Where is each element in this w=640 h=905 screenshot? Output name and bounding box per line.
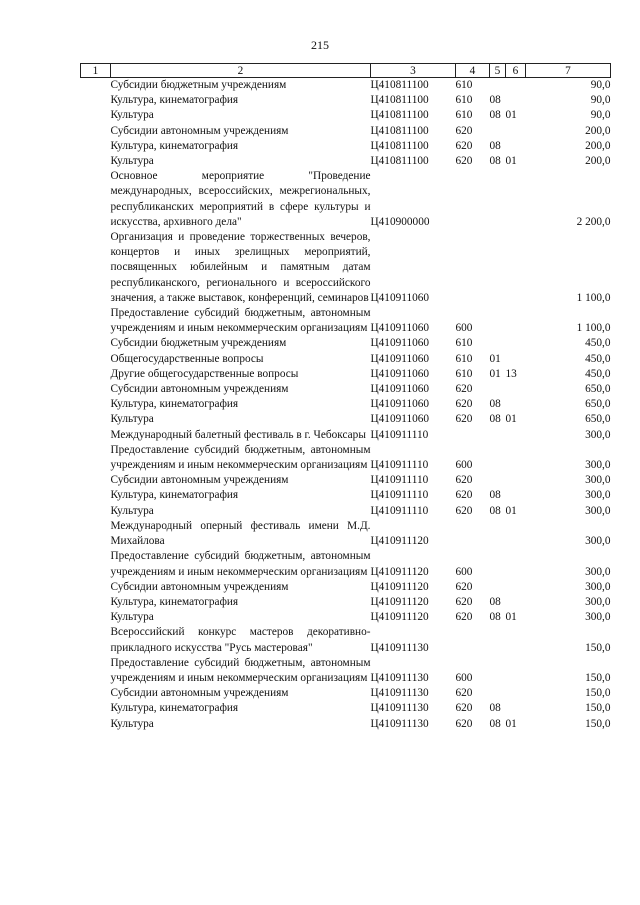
budget-table <box>80 63 611 732</box>
item-name: Культура <box>110 504 154 517</box>
table-body <box>81 78 611 732</box>
table-row <box>81 230 611 306</box>
table-row <box>81 78 611 94</box>
amount: 150,0 <box>585 671 611 684</box>
section-code <box>490 549 506 579</box>
item-name: Предоставление субсидий бюджетным, автономным учреждениям и иным некоммерческим организациям <box>110 443 371 472</box>
target-code: Ц410911130 <box>370 641 429 654</box>
item-name: Общегосударственные вопросы <box>110 352 264 365</box>
expense-type: 610 <box>455 337 473 350</box>
target-code: Ц410911110 <box>370 459 429 472</box>
section-code: 08 <box>489 504 501 517</box>
row-number-cell <box>81 625 111 655</box>
item-name: Предоставление субсидий бюджетным, автономным учреждениям и иным некоммерческим организациям <box>110 656 371 684</box>
amount: 90,0 <box>590 79 611 91</box>
row-number-cell <box>81 367 111 382</box>
amount: 200,0 <box>585 155 611 168</box>
section-code <box>490 625 506 655</box>
subsection-code: 01 <box>505 109 517 122</box>
section-code: 01 <box>489 367 501 380</box>
item-name: Культура, кинематография <box>110 702 239 715</box>
amount: 150,0 <box>585 717 611 730</box>
table-row <box>81 443 611 473</box>
table-row <box>81 352 611 367</box>
section-code <box>490 78 506 94</box>
row-number-cell <box>81 230 111 306</box>
subsection-code: 13 <box>505 367 517 380</box>
amount: 300,0 <box>585 474 611 487</box>
amount: 650,0 <box>585 383 611 396</box>
item-name: Культура <box>110 611 154 624</box>
subsection-code <box>506 519 526 549</box>
item-name: Субсидии автономным учреждениям <box>110 474 289 487</box>
subsection-code <box>506 139 526 154</box>
table-row <box>81 595 611 610</box>
amount: 300,0 <box>585 580 611 593</box>
row-number-cell <box>81 336 111 351</box>
item-name: Другие общегосударственные вопросы <box>110 367 299 380</box>
item-name: Культура <box>110 155 154 168</box>
section-code <box>490 443 506 473</box>
row-number-cell <box>81 124 111 139</box>
amount: 2 200,0 <box>576 215 611 228</box>
table-row <box>81 625 611 655</box>
section-code: 08 <box>489 94 501 107</box>
amount: 90,0 <box>590 94 611 107</box>
table-row <box>81 412 611 427</box>
amount: 300,0 <box>585 535 611 548</box>
page-number: 215 <box>311 38 329 52</box>
table-row <box>81 108 611 123</box>
target-code: Ц410911060 <box>370 367 430 380</box>
target-code: Ц410911060 <box>370 291 430 304</box>
target-code: Ц410811100 <box>370 155 429 168</box>
subsection-code <box>506 428 526 443</box>
item-name: Международный оперный фестиваль имени М.Д. Михайлова <box>110 519 371 548</box>
subsection-code <box>506 580 526 595</box>
row-number-cell <box>81 610 111 625</box>
item-name: Культура, кинематография <box>110 139 239 152</box>
row-number-cell <box>81 717 111 732</box>
section-code <box>490 336 506 351</box>
expense-type: 620 <box>455 580 473 593</box>
section-code <box>490 580 506 595</box>
item-name: Культура <box>110 717 154 730</box>
target-code: Ц410911110 <box>370 428 429 441</box>
row-number-cell <box>81 382 111 397</box>
subsection-code <box>506 382 526 397</box>
item-name: Предоставление субсидий бюджетным, автономным учреждениям и иным некоммерческим организациям <box>110 307 371 335</box>
subsection-code <box>506 473 526 488</box>
item-name: Субсидии бюджетным учреждениям <box>110 337 287 350</box>
table-row <box>81 336 611 351</box>
subsection-code: 01 <box>505 155 517 168</box>
section-code: 01 <box>489 352 501 365</box>
expense-type: 600 <box>455 459 473 472</box>
subsection-code <box>506 306 526 336</box>
target-code: Ц410911120 <box>370 611 429 624</box>
subsection-code <box>506 124 526 139</box>
target-code: Ц410811100 <box>370 139 429 152</box>
amount: 300,0 <box>585 504 611 517</box>
amount: 300,0 <box>585 565 611 578</box>
item-name: Субсидии автономным учреждениям <box>110 383 289 396</box>
subsection-code <box>506 78 526 94</box>
expense-type: 610 <box>455 109 473 122</box>
table-row <box>81 154 611 169</box>
target-code: Ц410911130 <box>370 702 429 715</box>
target-code: Ц410811100 <box>370 124 429 137</box>
expense-type: 600 <box>455 565 473 578</box>
expense-type: 620 <box>455 687 473 700</box>
amount: 150,0 <box>585 687 611 700</box>
expense-type: 620 <box>455 398 473 411</box>
target-code: Ц410911060 <box>370 383 430 396</box>
item-name: Культура <box>110 109 154 122</box>
target-code: Ц410911120 <box>370 535 429 548</box>
column-header: 3 <box>371 64 456 78</box>
expense-type: 620 <box>455 717 473 730</box>
amount: 300,0 <box>585 459 611 472</box>
subsection-code <box>506 169 526 230</box>
section-code <box>490 686 506 701</box>
expense-type <box>456 428 490 443</box>
expense-type: 610 <box>455 79 473 91</box>
row-number-cell <box>81 580 111 595</box>
item-name: Всероссийский конкурс мастеров декоративно-прикладного искусства "Русь мастеровая" <box>110 626 371 654</box>
column-header: 7 <box>526 64 611 78</box>
target-code: Ц410911110 <box>370 489 429 502</box>
row-number-cell <box>81 139 111 154</box>
subsection-code <box>506 701 526 716</box>
row-number-cell <box>81 443 111 473</box>
amount: 90,0 <box>590 109 611 122</box>
row-number-cell <box>81 154 111 169</box>
column-header: 6 <box>506 64 526 78</box>
section-code: 08 <box>489 139 501 152</box>
subsection-code <box>506 488 526 503</box>
table-row <box>81 488 611 503</box>
section-code <box>490 473 506 488</box>
expense-type: 620 <box>455 413 473 426</box>
section-code <box>490 124 506 139</box>
subsection-code <box>506 230 526 306</box>
amount: 300,0 <box>585 595 611 608</box>
row-number-cell <box>81 352 111 367</box>
row-number-cell <box>81 428 111 443</box>
expense-type: 610 <box>455 94 473 107</box>
amount: 450,0 <box>585 352 611 365</box>
subsection-code: 01 <box>505 413 517 426</box>
section-code: 08 <box>489 413 501 426</box>
expense-type: 620 <box>455 124 473 137</box>
expense-type: 620 <box>455 702 473 715</box>
row-number-cell <box>81 504 111 519</box>
expense-type: 620 <box>455 383 473 396</box>
expense-type <box>456 625 490 655</box>
target-code: Ц410911060 <box>370 337 430 350</box>
amount: 300,0 <box>585 489 611 502</box>
expense-type: 620 <box>455 155 473 168</box>
section-code <box>490 169 506 230</box>
subsection-code: 01 <box>505 611 517 624</box>
amount: 300,0 <box>585 428 611 441</box>
row-number-cell <box>81 306 111 336</box>
section-code: 08 <box>489 717 501 730</box>
expense-type: 620 <box>455 474 473 487</box>
row-number-cell <box>81 78 111 94</box>
row-number-cell <box>81 169 111 230</box>
subsection-code <box>506 443 526 473</box>
amount: 200,0 <box>585 124 611 137</box>
target-code: Ц410911130 <box>370 717 429 730</box>
target-code: Ц410911120 <box>370 565 429 578</box>
item-name: Культура, кинематография <box>110 94 239 107</box>
section-code: 08 <box>489 702 501 715</box>
table-row <box>81 610 611 625</box>
target-code: Ц410911120 <box>370 580 429 593</box>
amount: 1 100,0 <box>576 322 611 335</box>
item-name: Международный балетный фестиваль в г. Чебоксары <box>110 428 366 441</box>
subsection-code: 01 <box>505 717 517 730</box>
target-code: Ц410900000 <box>370 215 430 228</box>
target-code: Ц410911130 <box>370 687 429 700</box>
expense-type: 620 <box>455 504 473 517</box>
expense-type: 600 <box>455 671 473 684</box>
item-name: Культура <box>110 413 154 426</box>
expense-type: 600 <box>455 322 473 335</box>
subsection-code <box>506 336 526 351</box>
table-row <box>81 139 611 154</box>
expense-type: 610 <box>455 367 473 380</box>
column-header: 2 <box>111 64 371 78</box>
table-row <box>81 717 611 732</box>
expense-type <box>456 169 490 230</box>
table-row <box>81 169 611 230</box>
subsection-code <box>506 397 526 412</box>
table-row <box>81 473 611 488</box>
column-header: 5 <box>490 64 506 78</box>
section-code <box>490 382 506 397</box>
amount: 450,0 <box>585 337 611 350</box>
item-name: Субсидии автономным учреждениям <box>110 124 289 137</box>
section-code <box>490 230 506 306</box>
row-number-cell <box>81 108 111 123</box>
expense-type: 610 <box>455 352 473 365</box>
row-number-cell <box>81 519 111 549</box>
section-code: 08 <box>489 595 501 608</box>
section-code: 08 <box>489 489 501 502</box>
item-name: Предоставление субсидий бюджетным, автономным учреждениям и иным некоммерческим организациям <box>110 550 371 578</box>
amount: 450,0 <box>585 367 611 380</box>
row-number-cell <box>81 412 111 427</box>
subsection-code <box>506 686 526 701</box>
row-number-cell <box>81 488 111 503</box>
table-row <box>81 306 611 336</box>
subsection-code <box>506 93 526 108</box>
table-row <box>81 549 611 579</box>
amount: 200,0 <box>585 139 611 152</box>
table-row <box>81 701 611 716</box>
row-number-cell <box>81 93 111 108</box>
table-row <box>81 656 611 686</box>
target-code: Ц410811100 <box>370 109 429 122</box>
item-name: Культура, кинематография <box>110 595 239 608</box>
target-code: Ц410911060 <box>370 352 430 365</box>
row-number-cell <box>81 397 111 412</box>
expense-type: 620 <box>455 595 473 608</box>
section-code <box>490 428 506 443</box>
item-name: Основное мероприятие "Проведение международных, всероссийских, межрегиональных, республиканских мероприятий в сфере культуры и искусства, архивного дела" <box>110 170 371 228</box>
table-row <box>81 686 611 701</box>
column-header: 1 <box>81 64 111 78</box>
amount: 1 100,0 <box>576 291 611 304</box>
table-row <box>81 397 611 412</box>
column-number-row <box>81 64 611 78</box>
subsection-code <box>506 549 526 579</box>
target-code: Ц410811100 <box>370 79 429 91</box>
table-row <box>81 428 611 443</box>
target-code: Ц410811100 <box>370 94 429 107</box>
table-row <box>81 519 611 549</box>
target-code: Ц410911060 <box>370 413 430 426</box>
amount: 150,0 <box>585 641 611 654</box>
subsection-code: 01 <box>505 504 517 517</box>
row-number-cell <box>81 656 111 686</box>
row-number-cell <box>81 701 111 716</box>
item-name: Субсидии бюджетным учреждениям <box>110 79 287 91</box>
section-code <box>490 656 506 686</box>
target-code: Ц410911110 <box>370 504 429 517</box>
expense-type <box>456 519 490 549</box>
row-number-cell <box>81 686 111 701</box>
subsection-code <box>506 625 526 655</box>
item-name: Организация и проведение торжественных вечеров, концертов и иных зрелищных мероприятий, посвященных юбилейным и памятным датам республиканского, регионального и всероссийского значения, а также выставок, конференций, семинаров <box>110 231 371 304</box>
section-code: 08 <box>489 155 501 168</box>
table-row <box>81 367 611 382</box>
amount: 150,0 <box>585 702 611 715</box>
target-code: Ц410911120 <box>370 595 429 608</box>
item-name: Культура, кинематография <box>110 489 239 502</box>
section-code <box>490 306 506 336</box>
amount: 650,0 <box>585 413 611 426</box>
item-name: Субсидии автономным учреждениям <box>110 687 289 700</box>
section-code: 08 <box>489 398 501 411</box>
item-name: Культура, кинематография <box>110 398 239 411</box>
expense-type: 620 <box>455 489 473 502</box>
row-number-cell <box>81 473 111 488</box>
section-code: 08 <box>489 109 501 122</box>
table-row <box>81 93 611 108</box>
section-code <box>490 519 506 549</box>
expense-type: 620 <box>455 611 473 624</box>
target-code: Ц410911060 <box>370 322 430 335</box>
amount: 300,0 <box>585 611 611 624</box>
target-code: Ц410911130 <box>370 671 429 684</box>
item-name: Субсидии автономным учреждениям <box>110 580 289 593</box>
expense-type <box>456 230 490 306</box>
subsection-code <box>506 656 526 686</box>
subsection-code <box>506 352 526 367</box>
subsection-code <box>506 595 526 610</box>
table-row <box>81 580 611 595</box>
table-row <box>81 124 611 139</box>
column-header: 4 <box>456 64 490 78</box>
target-code: Ц410911060 <box>370 398 430 411</box>
section-code: 08 <box>489 611 501 624</box>
amount: 650,0 <box>585 398 611 411</box>
table-row <box>81 504 611 519</box>
expense-type: 620 <box>455 139 473 152</box>
row-number-cell <box>81 595 111 610</box>
target-code: Ц410911110 <box>370 474 429 487</box>
table-row <box>81 382 611 397</box>
row-number-cell <box>81 549 111 579</box>
